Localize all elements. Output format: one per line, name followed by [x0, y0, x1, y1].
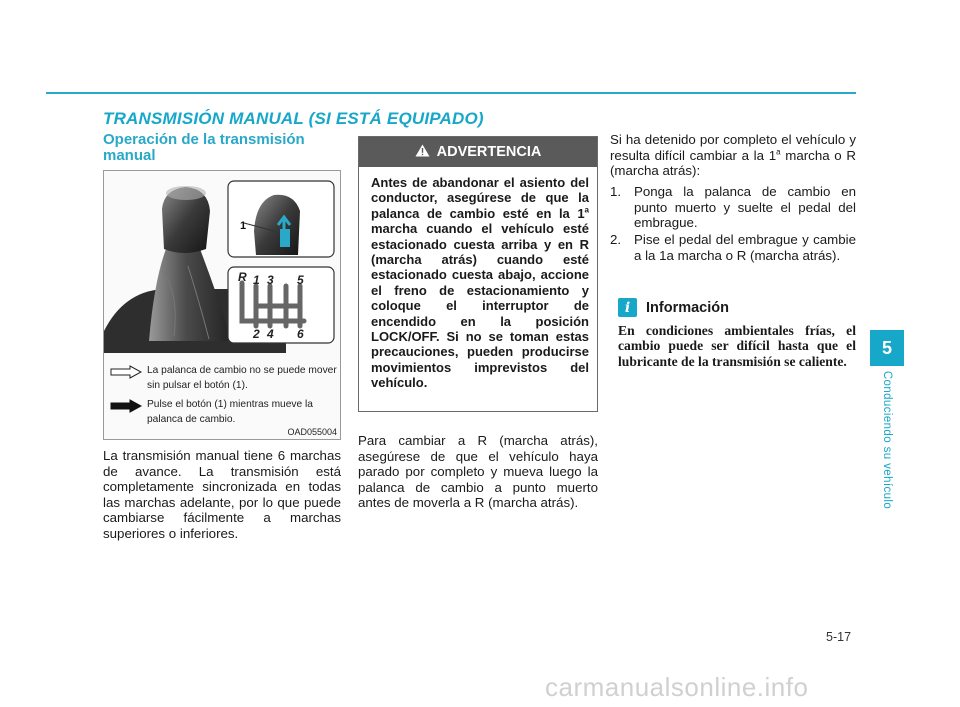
step-list: [610, 184, 856, 231]
list-item: 2. Pise el pedal del embrague y cambie a la 1a marcha o R (marcha atrás).: [610, 232, 856, 263]
paragraph-stopped: Si ha detenido por completo el vehículo y resulta difícil cambiar a la 1$^a$ marcha o R (marcha atrás):: [610, 132, 857, 179]
top-rule: [46, 92, 856, 94]
section-title: TRANSMISIÓN MANUAL (SI ESTÁ EQUIPADO): [103, 109, 484, 128]
svg-text:6: 6: [297, 327, 304, 341]
warning-body: Antes de abandonar el asiento del conductor, asegúrese de que la palanca de cambio esté en la 1$^a$ marcha cuando el vehículo esté estacionado cuesta arriba y en R (marcha atrás) cuando esté estacionado cuesta abajo, accione el freno de estacionamiento y coloque el interruptor de encendido en la posición LOCK/OFF. Si no se toman estas precauciones, pueden producirse movimientos imprevistos del vehículo.: [371, 175, 589, 391]
warning-title: ADVERTENCIA: [436, 144, 542, 160]
warning-triangle-icon: [415, 144, 430, 161]
legend-text-hollow: La palanca de cambio no se puede mover sin pulsar el botón (1).: [147, 365, 337, 391]
svg-text:3: 3: [267, 273, 274, 287]
paragraph-reverse: Para cambiar a R (marcha atrás), asegúrese de que el vehículo haya parado por completo y mueva luego la palanca de cambio a punto muerto antes de moverla a R (marcha atrás).: [358, 433, 598, 511]
info-body: En condiciones ambientales frías, el cambio puede ser difícil hasta que el lubricante de la transmisión se caliente.: [618, 323, 856, 369]
warning-box: [358, 136, 598, 412]
chapter-label: Conduciendo su vehículo: [881, 370, 893, 510]
solid-arrow-icon: [110, 399, 142, 413]
page-number: 5-17: [826, 630, 852, 644]
gear-lever-figure: [103, 170, 341, 440]
svg-text:1: 1: [253, 273, 260, 287]
watermark-text: carmanualsonline.info: [545, 672, 809, 702]
chapter-tab: 5: [870, 330, 904, 366]
button-number-label: 1: [240, 220, 247, 232]
info-icon: i: [618, 298, 637, 317]
svg-text:R: R: [238, 270, 247, 284]
legend-text-solid: Pulse el botón (1) mientras mueve la palanca de cambio.: [147, 399, 313, 425]
hollow-arrow-icon: [110, 365, 142, 379]
warning-header: [359, 137, 597, 167]
paragraph-transmission: La transmisión manual tiene 6 marchas de avance. La transmisión está completamente sincronizada en todas las marchas adelante, por lo que puede cambiarse fácilmente a marchas superiores o inferiores.: [103, 448, 341, 541]
figure-code: OAD055004: [287, 427, 337, 437]
info-title: Información: [646, 299, 729, 316]
svg-text:5: 5: [297, 273, 304, 287]
subsection-title: Operación de la transmisión manual: [103, 131, 305, 164]
svg-text:2: 2: [253, 327, 260, 341]
step-list-2: [610, 232, 856, 263]
list-item: 1. Ponga la palanca de cambio en punto muerto y suelte el pedal del embrague.: [610, 184, 856, 231]
svg-text:4: 4: [267, 327, 274, 341]
info-header: [618, 298, 729, 317]
